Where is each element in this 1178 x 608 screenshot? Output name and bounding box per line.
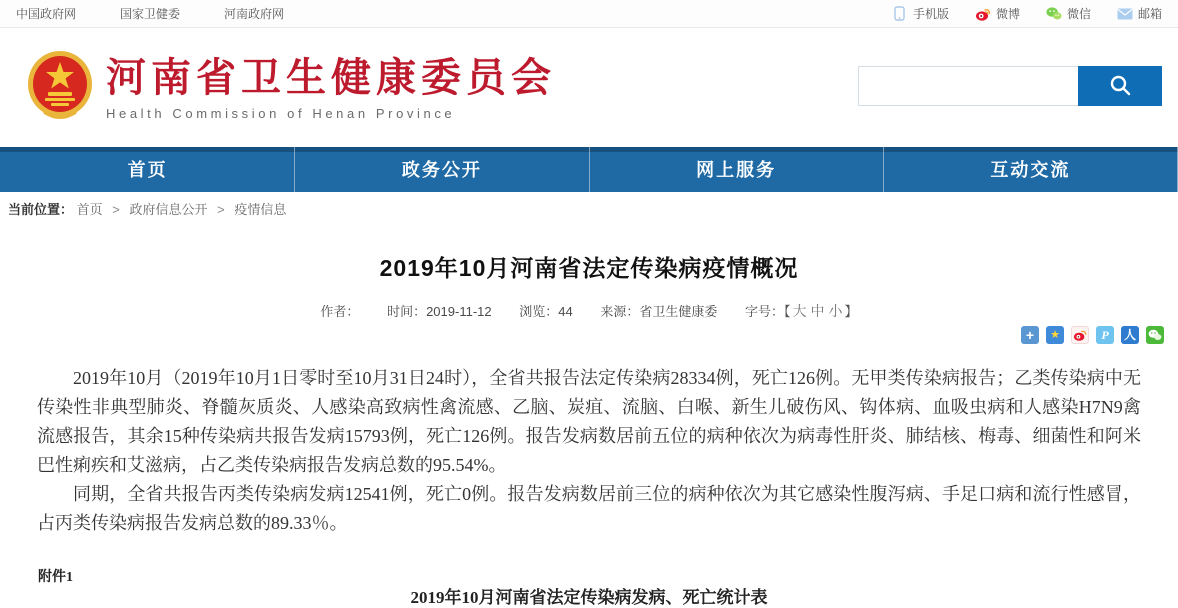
meta-fontsize: 字号：【 大 中 小 】: [745, 303, 858, 319]
mail-label: 邮箱: [1137, 7, 1162, 21]
article-meta: [0, 301, 1178, 321]
attachment-label: 附件1: [38, 570, 73, 585]
meta-author: 作者：: [320, 304, 360, 319]
site-header: [0, 28, 1178, 145]
topbar-utilities: [892, 5, 1162, 22]
search-input[interactable]: [858, 66, 1078, 106]
breadcrumb-separator: >: [112, 202, 120, 217]
top-link-bar: [0, 0, 1178, 28]
article-body: [37, 364, 1141, 538]
gov-links: [16, 5, 284, 22]
site-subtitle: Health Commission of Henan Province: [106, 106, 456, 121]
breadcrumb-separator: >: [217, 202, 225, 217]
wechat-share-icon[interactable]: [1146, 326, 1164, 344]
qzone-icon[interactable]: ★: [1046, 326, 1064, 344]
share-bar: [1021, 326, 1164, 344]
fontsize-small-button[interactable]: 小: [828, 303, 843, 319]
wechat-label: 微信: [1066, 7, 1091, 21]
tencent-weibo-icon[interactable]: P: [1096, 326, 1114, 344]
meta-time: 时间：2019-11-12: [387, 304, 492, 319]
search-box: [858, 66, 1162, 106]
share-plus-icon[interactable]: +: [1021, 326, 1039, 344]
breadcrumb-gov-info[interactable]: 政府信息公开: [129, 202, 208, 217]
search-button[interactable]: [1078, 66, 1162, 106]
breadcrumb: [8, 196, 286, 224]
weibo-icon: [975, 6, 991, 22]
fontsize-large-button[interactable]: 大: [792, 303, 807, 319]
article-title: 2019年10月河南省法定传染病疫情概况: [379, 255, 799, 281]
link-henan-gov[interactable]: 河南政府网: [224, 7, 285, 21]
renren-icon[interactable]: 人: [1121, 326, 1139, 344]
nav-item-online-services[interactable]: 网上服务: [590, 147, 884, 192]
site-title: 河南省卫生健康委员会: [106, 56, 556, 100]
breadcrumb-epidemic-info[interactable]: 疫情信息: [234, 202, 287, 217]
sina-weibo-icon[interactable]: [1071, 326, 1089, 344]
wechat-icon: [1046, 6, 1062, 22]
weibo-label: 微博: [995, 7, 1020, 21]
site-identity: [106, 54, 556, 121]
link-national-health[interactable]: 国家卫健委: [120, 7, 181, 21]
link-china-gov[interactable]: 中国政府网: [16, 7, 77, 21]
mobile-version-label: 手机版: [912, 7, 949, 21]
article-paragraph: 2019年10月（2019年10月1日零时至10月31日24时），全省共报告法定传染病28334例，死亡126例。无甲类传染病报告；乙类传染病中无传染性非典型肺炎、脊髓灰质炎、人感染高致病性禽流感、乙脑、炭疽、流脑、白喉、新生儿破伤风、钩体病、血吸虫病和人感染H7N9禽流感报告，其余15种传染病共报告发病15793例，死亡126例。报告发病数居前五位的病种依次为病毒性肝炎、肺结核、梅毒、细菌性和阿米巴性痢疾和艾滋病，占乙类传染病报告发病总数的95.54%。: [37, 368, 1141, 475]
mail-link[interactable]: [1117, 5, 1162, 22]
nav-item-gov-affairs[interactable]: 政务公开: [295, 147, 589, 192]
search-icon: [1108, 73, 1132, 100]
mobile-version-link[interactable]: [892, 5, 949, 22]
national-emblem-logo: [26, 50, 94, 122]
weibo-link[interactable]: [975, 5, 1020, 22]
breadcrumb-home[interactable]: 首页: [76, 202, 103, 217]
article-paragraph: 同期，全省共报告丙类传染病发病12541例，死亡0例。报告发病数居前三位的病种依次为其它感染性腹泻病、手足口病和流行性感冒，占丙类传染病报告发病总数的89.33％。: [37, 484, 1141, 533]
breadcrumb-label: 当前位置：: [8, 202, 74, 217]
phone-icon: [892, 6, 908, 22]
meta-source: 来源：省卫生健康委: [600, 304, 718, 319]
attachment-table-title: 2019年10月河南省法定传染病发病、死亡统计表: [410, 588, 768, 607]
nav-item-interaction[interactable]: 互动交流: [884, 147, 1178, 192]
fontsize-medium-button[interactable]: 中: [810, 303, 825, 319]
main-nav: [0, 147, 1178, 192]
mail-icon: [1117, 6, 1133, 22]
meta-views: 浏览：44: [519, 304, 573, 319]
wechat-link[interactable]: [1046, 5, 1091, 22]
nav-item-home[interactable]: 首页: [0, 147, 295, 192]
